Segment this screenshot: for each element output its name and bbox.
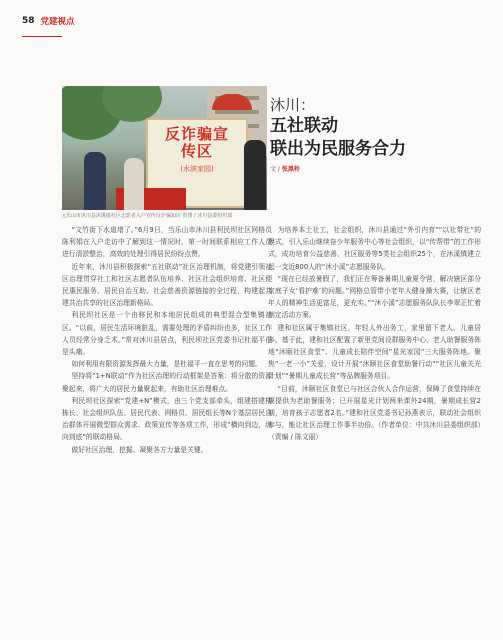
title-kicker: 沐川： bbox=[270, 96, 316, 114]
paragraph: 做好社区治理，挖掘、凝聚各方力量是关键。 bbox=[71, 445, 208, 454]
paragraph: 为培养本土社工，社会组织，沐川县通过“外引内育”“以社带社”的模式，引入乐山继续奋少年服务中心等社会组织，以“传帮带”的工作形式，成功培育公益慈善、社区服务等5类社会组织25个，在沐溪镇建立起一支近800人的“沐小溪”志愿服务队。 bbox=[268, 226, 481, 271]
article-photo bbox=[62, 86, 267, 210]
page-number: 58 bbox=[22, 16, 35, 26]
person bbox=[124, 158, 144, 210]
header-rule bbox=[22, 36, 62, 37]
byline bbox=[270, 164, 490, 173]
board-title: 反诈骗宣传区 bbox=[164, 125, 229, 160]
right-column bbox=[268, 224, 481, 444]
person bbox=[244, 140, 266, 210]
page-header bbox=[22, 14, 75, 28]
board-subtitle: (水滨家园) bbox=[180, 165, 214, 173]
paragraph: 如何利用有限资源发挥最大力量，是杜福平一直在思考的问题。 bbox=[71, 360, 262, 369]
paragraph: 利民坝社区是一个由移民和本地居民组成的典型混合型集镇社区。“以前，居民生活环境脏乱，需要处理的矛盾纠纷也多，社区工作人员经常分身乏术。”常对沐川县居点，利民坝社区党委书记杜福平很是头痛。 bbox=[62, 311, 272, 357]
paragraph: “文竹街下水道堵了。”6月9日，当乐山市沐川县利民坝社区网格员陈利娟在入户走访中了解到这一情况时，第一时间联系相应工作人员进行清淤整治，高效的处理引得居民纷纷点赞。 bbox=[62, 226, 272, 259]
title-line-1: 五社联动 bbox=[270, 116, 338, 136]
byline-prefix: 文 / bbox=[270, 166, 282, 173]
left-column bbox=[62, 224, 272, 456]
paragraph: 利民坝社区探索“党建+N”模式，由三个党支部牵头，组建搭建楼栋长、社会组织队伍、居民代表、网格员、居民组长等N个基层居民自治群体开展微型群众需求、政策宣传等各项工作，形成“横向到边，纵向到底”的联动格局。 bbox=[62, 396, 272, 442]
author-name: 张黑柃 bbox=[281, 166, 300, 173]
photo-caption: △乐山市沐川县沐溪镇社区志愿者入户宣传反诈骗知识 供图 / 沐川县委组织部 bbox=[62, 213, 233, 219]
paragraph: 近年来，沐川县积极探索“五社联动”社区治理机制，将党建引领社区治理贯穿社工和社区志愿者队伍培养、社区社会组织培育、社区便民惠民服务、居民自治互助、社会慈善资源链接的全过程，构建起共建共治共享的社区治理新格局。 bbox=[62, 262, 272, 308]
paragraph: “目前，沐颐社区食堂已与社区合伙人合作运营，保障了食堂持续在规提供为老助餐服务；已开展星光计划两来课外24期，暑期成长营2期，培育孩子志愿者2名。”建和社区党委书记孙燕表示，联动社会组织参与，能让社区治理工作事半功倍。（作者单位：中共沐川县委组织部）（责编 / 陈文丽） bbox=[268, 384, 481, 442]
paragraph: 坚持将“1+N联动”作为社区治理的行动框架是答案：将分散的资源聚起来，将广大的居民力量聚起来，有助社区治理难点。 bbox=[62, 372, 272, 393]
paragraph: 建和社区属于集镇社区，年轻人外出务工，家里留下老人、儿童居多。基于此，建和社区配置了新里党间设群服务中心、老人助餐服务阵地“沐颐社区食堂”、儿童成长陪伴空间“星光家园”三大服务阵地。聚焦“一老一小”关爱，设计开展“沐颐社区食堂助餐行动”“社区儿童关光计划”“暑期儿童成长营”等品牌服务项目。 bbox=[268, 323, 481, 381]
article-title-block bbox=[270, 96, 490, 173]
paragraph: “现在已经放暑假了，我们正在筹备暑期儿童夏令营，解决辖区部分家庭子女‘看护难’的问题。”网格总管带小老年人健身操大赛，让辖区老年人的精神生活更富足，更充实。”“沐小溪”志愿服务队队长李翠正忙着制定活动方案。 bbox=[268, 274, 481, 320]
section-title: 党建视点 bbox=[40, 17, 75, 27]
title-line-2: 联出为民服务合力 bbox=[270, 139, 406, 159]
person bbox=[84, 152, 106, 210]
